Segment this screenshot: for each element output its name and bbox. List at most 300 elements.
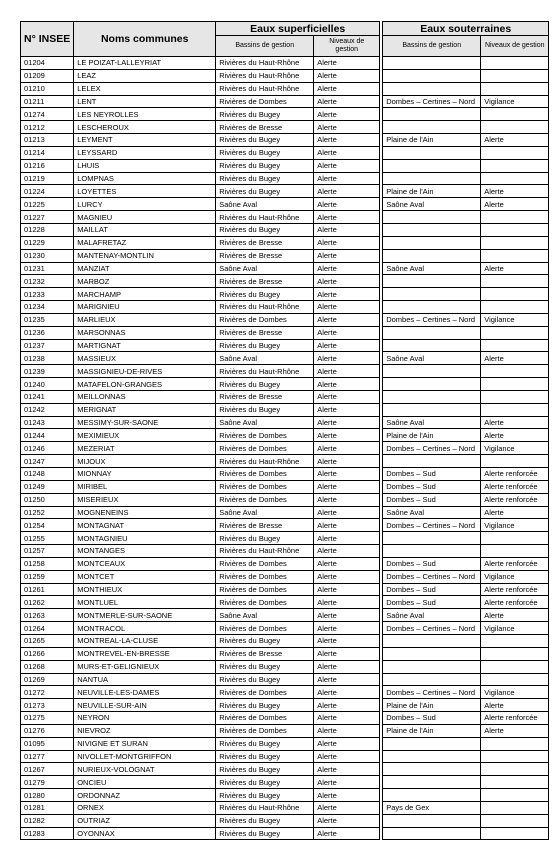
surface-basin-cell: Rivières du Bugey [216, 288, 314, 301]
insee-cell: 01248 [21, 468, 74, 481]
commune-cell: MONTAGNIEU [74, 532, 216, 545]
surface-level-cell: Alerte [314, 712, 380, 725]
surface-level-cell: Alerte [314, 262, 380, 275]
surface-basin-cell: Rivières du Haut-Rhône [216, 365, 314, 378]
ground-level-cell: Vigilance [481, 686, 549, 699]
ground-basin-cell [383, 814, 481, 827]
insee-cell: 01252 [21, 506, 74, 519]
ground-basin-cell: Plaine de l'Ain [383, 724, 481, 737]
surface-basin-cell: Saône Aval [216, 416, 314, 429]
surface-basin-cell: Rivières du Bugey [216, 750, 314, 763]
insee-cell: 01228 [21, 223, 74, 236]
ground-level-cell [481, 763, 549, 776]
surface-level-cell: Alerte [314, 609, 380, 622]
commune-cell: MEXIMIEUX [74, 429, 216, 442]
ground-basin-cell: Dombes – Sud [383, 712, 481, 725]
ground-basin-cell [383, 378, 481, 391]
commune-cell: MONTREVEL-EN-BRESSE [74, 647, 216, 660]
ground-level-cell [481, 789, 549, 802]
ground-level-cell: Alerte renforcée [481, 480, 549, 493]
table-row [21, 134, 549, 147]
insee-cell: 01235 [21, 313, 74, 326]
ground-level-cell: Alerte renforcée [481, 468, 549, 481]
commune-cell: MARBOZ [74, 275, 216, 288]
surface-basin-cell: Rivières du Bugey [216, 532, 314, 545]
commune-cell: NEUVILLE-LES-DAMES [74, 686, 216, 699]
insee-cell: 01239 [21, 365, 74, 378]
surface-level-cell: Alerte [314, 416, 380, 429]
surface-level-cell: Alerte [314, 801, 380, 814]
surface-level-cell: Alerte [314, 814, 380, 827]
ground-basin-cell: Dombes – Sud [383, 468, 481, 481]
commune-cell: NIEVROZ [74, 724, 216, 737]
surface-level-cell: Alerte [314, 288, 380, 301]
ground-basin-cell: Dombes – Sud [383, 493, 481, 506]
surface-basin-cell: Rivières de Dombes [216, 557, 314, 570]
ground-level-cell [481, 750, 549, 763]
insee-cell: 01230 [21, 249, 74, 262]
commune-cell: NEUVILLE-SUR-AIN [74, 699, 216, 712]
insee-cell: 01209 [21, 69, 74, 82]
commune-cell: LENT [74, 95, 216, 108]
surface-level-cell: Alerte [314, 275, 380, 288]
commune-cell: LESCHEROUX [74, 121, 216, 134]
ground-basin-cell [383, 647, 481, 660]
table-row [21, 737, 549, 750]
surface-basin-cell: Rivières du Haut-Rhône [216, 455, 314, 468]
ground-level-cell: Alerte renforcée [481, 557, 549, 570]
ground-level-cell [481, 647, 549, 660]
insee-cell: 01257 [21, 545, 74, 558]
surface-basin-cell: Rivières du Haut-Rhône [216, 57, 314, 70]
commune-cell: OYONNAX [74, 827, 216, 840]
surface-basin-cell: Rivières du Haut-Rhône [216, 69, 314, 82]
header-surface-water: Eaux superficielles [216, 22, 380, 36]
insee-cell: 01281 [21, 801, 74, 814]
surface-level-cell: Alerte [314, 57, 380, 70]
table-row [21, 121, 549, 134]
surface-level-cell: Alerte [314, 647, 380, 660]
ground-level-cell [481, 159, 549, 172]
surface-level-cell: Alerte [314, 211, 380, 224]
ground-basin-cell [383, 211, 481, 224]
surface-level-cell: Alerte [314, 583, 380, 596]
ground-basin-cell [383, 69, 481, 82]
table-row [21, 352, 549, 365]
surface-basin-cell: Saône Aval [216, 262, 314, 275]
table-row [21, 712, 549, 725]
surface-level-cell: Alerte [314, 249, 380, 262]
ground-level-cell [481, 223, 549, 236]
table-row [21, 570, 549, 583]
ground-basin-cell [383, 673, 481, 686]
insee-cell: 01231 [21, 262, 74, 275]
ground-basin-cell [383, 82, 481, 95]
ground-basin-cell [383, 403, 481, 416]
commune-cell: MONTRACOL [74, 622, 216, 635]
surface-level-cell: Alerte [314, 686, 380, 699]
insee-cell: 01243 [21, 416, 74, 429]
ground-level-cell: Alerte [481, 352, 549, 365]
ground-level-cell: Alerte [481, 198, 549, 211]
surface-basin-cell: Rivières de Bresse [216, 390, 314, 403]
table-row [21, 583, 549, 596]
table-row [21, 647, 549, 660]
commune-cell: MERIGNAT [74, 403, 216, 416]
ground-level-cell: Vigilance [481, 570, 549, 583]
ground-level-cell: Vigilance [481, 95, 549, 108]
insee-cell: 01273 [21, 699, 74, 712]
insee-cell: 01259 [21, 570, 74, 583]
ground-level-cell [481, 121, 549, 134]
ground-level-cell: Alerte [481, 506, 549, 519]
ground-basin-cell: Plaine de l'Ain [383, 429, 481, 442]
insee-cell: 01210 [21, 82, 74, 95]
commune-cell: MONTCEAUX [74, 557, 216, 570]
table-row [21, 776, 549, 789]
surface-level-cell: Alerte [314, 198, 380, 211]
surface-level-cell: Alerte [314, 352, 380, 365]
ground-level-cell: Alerte renforcée [481, 712, 549, 725]
table-row [21, 532, 549, 545]
surface-level-cell: Alerte [314, 236, 380, 249]
surface-basin-cell: Rivières de Dombes [216, 95, 314, 108]
surface-level-cell: Alerte [314, 159, 380, 172]
commune-cell: MARTIGNAT [74, 339, 216, 352]
surface-basin-cell: Rivières du Haut-Rhône [216, 211, 314, 224]
surface-level-cell: Alerte [314, 185, 380, 198]
commune-cell: MESSIMY-SUR-SAONE [74, 416, 216, 429]
ground-level-cell [481, 660, 549, 673]
insee-cell: 01283 [21, 827, 74, 840]
commune-cell: MURS-ET-GELIGNIEUX [74, 660, 216, 673]
commune-cell: MONTCET [74, 570, 216, 583]
commune-cell: MAGNIEU [74, 211, 216, 224]
table-row [21, 326, 549, 339]
ground-level-cell [481, 301, 549, 314]
commune-cell: LHUIS [74, 159, 216, 172]
surface-level-cell: Alerte [314, 673, 380, 686]
ground-level-cell [481, 57, 549, 70]
table-row [21, 750, 549, 763]
ground-basin-cell [383, 660, 481, 673]
surface-basin-cell: Rivières de Dombes [216, 480, 314, 493]
header-groundwater: Eaux souterraines [383, 22, 549, 36]
insee-cell: 01254 [21, 519, 74, 532]
surface-level-cell: Alerte [314, 95, 380, 108]
surface-basin-cell: Rivières du Bugey [216, 172, 314, 185]
ground-basin-cell: Plaine de l'Ain [383, 699, 481, 712]
data-table [20, 21, 549, 840]
ground-level-cell [481, 532, 549, 545]
ground-level-cell [481, 288, 549, 301]
ground-basin-cell [383, 249, 481, 262]
commune-cell: LOYETTES [74, 185, 216, 198]
ground-level-cell [481, 108, 549, 121]
table-row [21, 185, 549, 198]
surface-basin-cell: Rivières du Bugey [216, 146, 314, 159]
commune-cell: MIRIBEL [74, 480, 216, 493]
surface-level-cell: Alerte [314, 532, 380, 545]
ground-basin-cell: Dombes – Sud [383, 557, 481, 570]
ground-basin-cell [383, 545, 481, 558]
ground-basin-cell: Dombes – Certines – Nord [383, 686, 481, 699]
ground-level-cell [481, 69, 549, 82]
commune-cell: NIVOLLET-MONTGRIFFON [74, 750, 216, 763]
surface-level-cell: Alerte [314, 480, 380, 493]
table-row [21, 622, 549, 635]
surface-basin-cell: Saône Aval [216, 352, 314, 365]
commune-cell: MARLIEUX [74, 313, 216, 326]
ground-basin-cell [383, 288, 481, 301]
surface-basin-cell: Rivières de Bresse [216, 275, 314, 288]
insee-cell: 01261 [21, 583, 74, 596]
surface-level-cell: Alerte [314, 622, 380, 635]
header-ground-level: Niveaux de gestion [481, 36, 549, 57]
ground-level-cell [481, 673, 549, 686]
surface-level-cell: Alerte [314, 455, 380, 468]
ground-basin-cell [383, 275, 481, 288]
table-row [21, 493, 549, 506]
surface-level-cell: Alerte [314, 724, 380, 737]
ground-level-cell: Alerte renforcée [481, 596, 549, 609]
ground-level-cell [481, 545, 549, 558]
table-row [21, 390, 549, 403]
commune-cell: MOGNENEINS [74, 506, 216, 519]
ground-basin-cell [383, 365, 481, 378]
surface-level-cell: Alerte [314, 737, 380, 750]
commune-cell: MIONNAY [74, 468, 216, 481]
table-row [21, 634, 549, 647]
commune-cell: NEYRON [74, 712, 216, 725]
ground-basin-cell [383, 236, 481, 249]
ground-basin-cell [383, 339, 481, 352]
surface-basin-cell: Rivières du Bugey [216, 339, 314, 352]
header-commune: Noms communes [74, 22, 216, 57]
commune-cell: LEAZ [74, 69, 216, 82]
surface-basin-cell: Rivières du Bugey [216, 789, 314, 802]
surface-basin-cell: Rivières du Bugey [216, 673, 314, 686]
surface-basin-cell: Rivières du Bugey [216, 814, 314, 827]
insee-cell: 01276 [21, 724, 74, 737]
insee-cell: 01095 [21, 737, 74, 750]
surface-level-cell: Alerte [314, 339, 380, 352]
insee-cell: 01269 [21, 673, 74, 686]
surface-level-cell: Alerte [314, 146, 380, 159]
surface-basin-cell: Saône Aval [216, 506, 314, 519]
ground-basin-cell [383, 326, 481, 339]
commune-cell: NANTUA [74, 673, 216, 686]
commune-cell: MIJOUX [74, 455, 216, 468]
commune-cell: MASSIEUX [74, 352, 216, 365]
commune-cell: ORNEX [74, 801, 216, 814]
insee-cell: 01240 [21, 378, 74, 391]
insee-cell: 01247 [21, 455, 74, 468]
surface-basin-cell: Rivières du Bugey [216, 660, 314, 673]
ground-basin-cell: Dombes – Sud [383, 596, 481, 609]
surface-level-cell: Alerte [314, 570, 380, 583]
insee-cell: 01266 [21, 647, 74, 660]
insee-cell: 01275 [21, 712, 74, 725]
table-row [21, 545, 549, 558]
ground-basin-cell: Dombes – Sud [383, 583, 481, 596]
table-row [21, 288, 549, 301]
commune-cell: LURCY [74, 198, 216, 211]
ground-level-cell: Alerte [481, 262, 549, 275]
surface-basin-cell: Rivières du Bugey [216, 378, 314, 391]
ground-basin-cell: Dombes – Certines – Nord [383, 313, 481, 326]
surface-basin-cell: Rivières de Dombes [216, 468, 314, 481]
ground-level-cell: Alerte [481, 699, 549, 712]
surface-basin-cell: Rivières de Bresse [216, 647, 314, 660]
surface-level-cell: Alerte [314, 108, 380, 121]
surface-level-cell: Alerte [314, 699, 380, 712]
ground-basin-cell: Plaine de l'Ain [383, 134, 481, 147]
surface-basin-cell: Rivières de Dombes [216, 622, 314, 635]
insee-cell: 01229 [21, 236, 74, 249]
surface-level-cell: Alerte [314, 750, 380, 763]
ground-level-cell [481, 172, 549, 185]
insee-cell: 01264 [21, 622, 74, 635]
commune-cell: MONTLUEL [74, 596, 216, 609]
insee-cell: 01246 [21, 442, 74, 455]
ground-basin-cell: Pays de Gex [383, 801, 481, 814]
table-row [21, 429, 549, 442]
surface-level-cell: Alerte [314, 301, 380, 314]
surface-basin-cell: Rivières du Bugey [216, 223, 314, 236]
table-row [21, 198, 549, 211]
insee-cell: 01241 [21, 390, 74, 403]
ground-level-cell: Vigilance [481, 313, 549, 326]
commune-cell: LES NEYROLLES [74, 108, 216, 121]
surface-basin-cell: Rivières du Bugey [216, 763, 314, 776]
ground-basin-cell [383, 108, 481, 121]
ground-basin-cell [383, 737, 481, 750]
surface-level-cell: Alerte [314, 827, 380, 840]
table-row [21, 403, 549, 416]
ground-level-cell [481, 339, 549, 352]
header-insee: N° INSEE [21, 22, 74, 57]
ground-basin-cell [383, 750, 481, 763]
insee-cell: 01267 [21, 763, 74, 776]
surface-level-cell: Alerte [314, 223, 380, 236]
surface-level-cell: Alerte [314, 82, 380, 95]
table-row [21, 57, 549, 70]
surface-basin-cell: Rivières de Dombes [216, 493, 314, 506]
commune-cell: MEZERIAT [74, 442, 216, 455]
ground-level-cell [481, 249, 549, 262]
table-row [21, 480, 549, 493]
surface-level-cell: Alerte [314, 326, 380, 339]
ground-basin-cell [383, 57, 481, 70]
ground-basin-cell: Saône Aval [383, 262, 481, 275]
surface-basin-cell: Rivières du Bugey [216, 776, 314, 789]
commune-cell: NIVIGNE ET SURAN [74, 737, 216, 750]
ground-basin-cell [383, 532, 481, 545]
ground-level-cell [481, 776, 549, 789]
table-row [21, 146, 549, 159]
surface-basin-cell: Rivières du Haut-Rhône [216, 82, 314, 95]
ground-basin-cell [383, 455, 481, 468]
surface-basin-cell: Rivières de Dombes [216, 712, 314, 725]
ground-level-cell: Vigilance [481, 442, 549, 455]
surface-level-cell: Alerte [314, 365, 380, 378]
commune-cell: OUTRIAZ [74, 814, 216, 827]
ground-basin-cell [383, 146, 481, 159]
ground-basin-cell: Saône Aval [383, 506, 481, 519]
ground-basin-cell: Plaine de l'Ain [383, 185, 481, 198]
insee-cell: 01225 [21, 198, 74, 211]
ground-level-cell: Alerte renforcée [481, 583, 549, 596]
surface-basin-cell: Rivières de Bresse [216, 326, 314, 339]
commune-cell: LEYMENT [74, 134, 216, 147]
insee-cell: 01211 [21, 95, 74, 108]
table-body [21, 57, 549, 840]
insee-cell: 01272 [21, 686, 74, 699]
surface-level-cell: Alerte [314, 493, 380, 506]
ground-level-cell [481, 82, 549, 95]
surface-level-cell: Alerte [314, 789, 380, 802]
ground-level-cell: Vigilance [481, 519, 549, 532]
ground-level-cell: Alerte [481, 609, 549, 622]
table-row [21, 468, 549, 481]
insee-cell: 01282 [21, 814, 74, 827]
ground-basin-cell [383, 223, 481, 236]
insee-cell: 01250 [21, 493, 74, 506]
commune-cell: ORDONNAZ [74, 789, 216, 802]
surface-level-cell: Alerte [314, 519, 380, 532]
ground-basin-cell: Saône Aval [383, 416, 481, 429]
insee-cell: 01258 [21, 557, 74, 570]
table-row [21, 313, 549, 326]
ground-level-cell [481, 403, 549, 416]
surface-basin-cell: Rivières du Bugey [216, 634, 314, 647]
surface-basin-cell: Rivières du Haut-Rhône [216, 801, 314, 814]
surface-basin-cell: Saône Aval [216, 609, 314, 622]
commune-cell: ONCIEU [74, 776, 216, 789]
ground-basin-cell [383, 763, 481, 776]
commune-cell: LEYSSARD [74, 146, 216, 159]
surface-level-cell: Alerte [314, 134, 380, 147]
commune-cell: MARCHAMP [74, 288, 216, 301]
insee-cell: 01216 [21, 159, 74, 172]
table-row [21, 211, 549, 224]
surface-basin-cell: Rivières de Dombes [216, 583, 314, 596]
surface-basin-cell: Rivières de Dombes [216, 442, 314, 455]
table-row [21, 801, 549, 814]
table-row [21, 686, 549, 699]
surface-basin-cell: Rivières de Dombes [216, 570, 314, 583]
commune-cell: MONTMERLE-SUR-SAONE [74, 609, 216, 622]
ground-level-cell: Alerte [481, 185, 549, 198]
surface-level-cell: Alerte [314, 634, 380, 647]
table-row [21, 378, 549, 391]
surface-level-cell: Alerte [314, 557, 380, 570]
table-row [21, 596, 549, 609]
insee-cell: 01224 [21, 185, 74, 198]
table-row [21, 223, 549, 236]
table-row [21, 249, 549, 262]
surface-basin-cell: Rivières du Bugey [216, 827, 314, 840]
ground-level-cell [481, 365, 549, 378]
table-row [21, 506, 549, 519]
commune-cell: MARIGNIEU [74, 301, 216, 314]
surface-basin-cell: Rivières de Bresse [216, 519, 314, 532]
ground-level-cell: Alerte [481, 724, 549, 737]
ground-level-cell [481, 146, 549, 159]
ground-level-cell: Alerte [481, 416, 549, 429]
surface-basin-cell: Rivières du Haut-Rhône [216, 545, 314, 558]
